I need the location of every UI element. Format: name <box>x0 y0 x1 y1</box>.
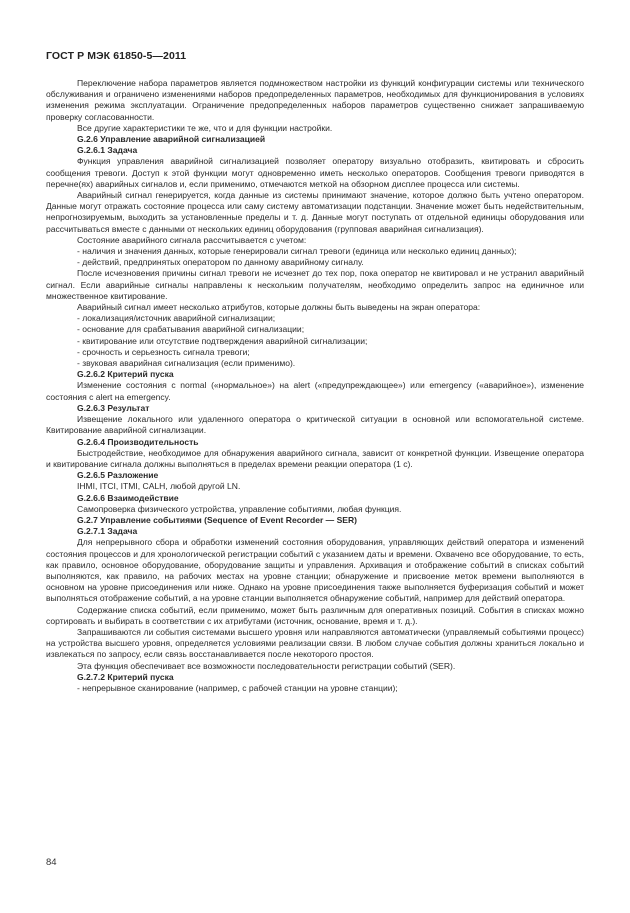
paragraph: Аварийный сигнал генерируется, когда данные из системы принимают значение, которое должно быть учтено оператором. Данные могут отражать состояние процесса или саму систему автоматизации подстанции. Значение может быть недействительным, непрогнозируемым, выходить за установленные пределы и т. д. Данные могут поступать от отдельной единицы оборудования или рассчитываться вместе с данными от нескольких единиц оборудования (групповая аварийная сигнализация). <box>46 190 584 234</box>
section-heading: G.2.7.1 Задача <box>77 526 138 537</box>
section-heading: G.2.6.5 Разложение <box>77 470 159 481</box>
paragraph: IHMI, ITCI, ITMI, CALH, любой другой LN. <box>77 481 241 492</box>
paragraph: Запрашиваются ли события системами высшего уровня или направляются автоматически (управляемый событиями процесс) на устройства высшего уровня, определяется условиями реализации связи. В любом случае события должны храниться локально и извлекаться по запросу, если связь восстанавливается после некоторого простоя. <box>46 626 584 660</box>
paragraph: Все другие характеристики те же, что и для функции настройки. <box>77 122 333 133</box>
body-text <box>46 78 584 694</box>
paragraph: Самопроверка физического устройства, управление событиями, любая функция. <box>77 503 402 514</box>
page-header: ГОСТ Р МЭК 61850-5—2011 <box>46 50 187 62</box>
section-heading: G.2.6.3 Результат <box>77 402 150 413</box>
list-item: - локализация/источник аварийной сигнализации; <box>77 313 276 324</box>
section-heading: G.2.7.2 Критерий пуска <box>77 671 174 682</box>
paragraph: Изменение состояния с normal («нормальное») на alert («предупреждающее») или emergency («аварийное»), изменение состояния с alert на emergency. <box>46 380 584 402</box>
paragraph: После исчезновения причины сигнал тревоги не исчезнет до тех пор, пока оператор не квитировал и не устранил аварийный сигнал. Если аварийные сигналы направлены к нескольким получателям, необходимо определить запрос на единичное или множественное квитирование. <box>46 268 584 301</box>
section-heading: G.2.6.2 Критерий пуска <box>77 369 174 380</box>
page-number: 84 <box>46 857 57 868</box>
paragraph: Для непрерывного сбора и обработки изменений состояния оборудования, управляющих действий оператора и изменений состояния процессов и для хронологической регистрации событий с указанием даты и времени. Охвачено все оборудование, то есть, как правило, основное оборудование, оборудование защиты и управления. Архивация и отображение событий в списках событий выполняются, как правило, на рабочих местах на уровне станции; обнаружение и присвоение меток времени выполняются в основном на уровне присоединения или ниже. Однако на уровне присоединения также выполняется буферизация событий и может выполняться отображение событий, а на уровне станции выполняется обнаружение событий, например для действий оператора. <box>46 537 584 604</box>
list-item: - срочность и серьезность сигнала тревоги; <box>77 346 250 357</box>
list-item: - основание для срабатывания аварийной сигнализации; <box>77 324 305 335</box>
section-heading: G.2.6.6 Взаимодействие <box>77 492 179 503</box>
list-item: - звуковая аварийная сигнализация (если применимо). <box>77 358 296 369</box>
paragraph: Быстродействие, необходимое для обнаружения аварийного сигнала, зависит от конкретной функции. Извещение оператора и квитирование сигнала должны выполняться в пределах времени реакции оператора (1 с). <box>46 447 584 469</box>
list-item: - непрерывное сканирование (например, с рабочей станции на уровне станции); <box>77 682 398 693</box>
list-item: - действий, предпринятых оператором по данному аварийному сигналу. <box>77 257 364 268</box>
list-item: - квитирование или отсутствие подтверждения аварийной сигнализации; <box>77 335 368 346</box>
paragraph: Функция управления аварийной сигнализацией позволяет оператору визуально отобразить, квитировать и сбросить сообщения тревоги. Доступ к этой функции могут одновременно иметь несколько операторов. Сообщения тревоги приводятся в перечне(ях) аварийных сигналов и, если применимо, отмечаются меткой на обзорном дисплее процесса или системы. <box>46 156 584 189</box>
paragraph: Извещение локального или удаленного оператора о критической ситуации в основной или вспомогательной системе. Квитирование аварийной сигнализации. <box>46 414 584 436</box>
section-heading: G.2.6 Управление аварийной сигнализацией <box>77 134 266 145</box>
paragraph: Содержание списка событий, если применимо, может быть различным для оперативных позиций. События в списках можно сортировать и выбирать в соответствии с их атрибутами (источник, основание, время и т. д.). <box>46 604 584 626</box>
section-heading: G.2.7 Управление событиями (Sequence of Event Recorder — SER) <box>77 514 358 525</box>
section-heading: G.2.6.4 Производительность <box>77 436 199 447</box>
paragraph: Аварийный сигнал имеет несколько атрибутов, которые должны быть выведены на экран оператора: <box>77 302 481 313</box>
paragraph: Состояние аварийного сигнала рассчитывается с учетом: <box>77 234 307 245</box>
paragraph: Эта функция обеспечивает все возможности последовательности регистрации событий (SER). <box>77 660 456 671</box>
section-heading: G.2.6.1 Задача <box>77 145 138 156</box>
list-item: - наличия и значения данных, которые генерировали сигнал тревоги (единица или несколько единиц данных); <box>77 246 517 257</box>
paragraph: Переключение набора параметров является подмножеством настройки из функций конфигурации системы или технического обслуживания и ограничено изменениями наборов предопределенных параметров, необходимых для функционирования в условиях изменения режима эксплуатации. Ограничение предопределенных наборов параметров существенно снижает запрашиваемую проверку согласованности. <box>46 78 584 122</box>
